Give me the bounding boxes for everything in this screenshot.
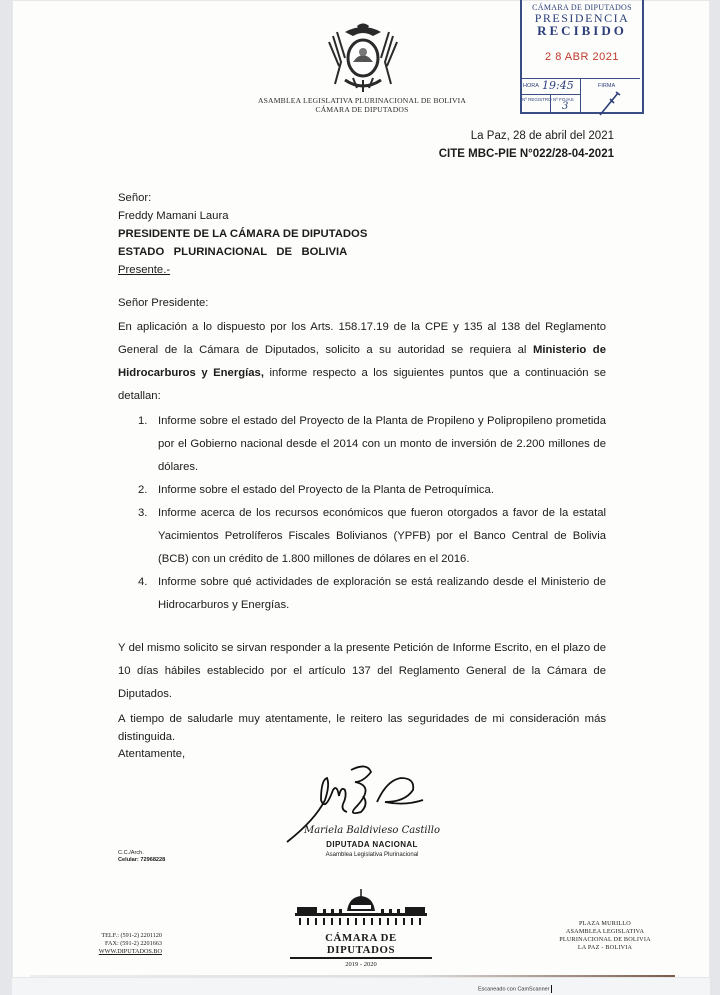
footer-address-line: ASAMBLEA LEGISLATIVA bbox=[565, 928, 645, 935]
request-paragraph: Y del mismo solicito se sirvan responder a la presente Petición de Informe Escrito, en el plazo de 10 días hábiles establecido por el artículo 137 del Reglamento General de la Cámara de Diputados. bbox=[118, 642, 606, 700]
footer-website: WWW.DIPUTADOS.BO bbox=[98, 948, 162, 955]
stamp-office: PRESIDENCIA bbox=[534, 11, 630, 25]
coat-of-arms-icon bbox=[323, 22, 403, 94]
cite-reference: CITE MBC-PIE N°022/28-04-2021 bbox=[438, 148, 614, 160]
closing-paragraph: A tiempo de saludarle muy atentamente, le reitero las seguridades de mi consideración más distinguida. bbox=[118, 713, 606, 743]
stamp-firma-label: FIRMA bbox=[598, 83, 616, 89]
recipient-title: PRESIDENTE DE LA CÁMARA DE DIPUTADOS bbox=[118, 228, 368, 240]
cc-note: C.C./Arch. bbox=[118, 850, 144, 856]
footer-address bbox=[545, 920, 665, 952]
stamp-fojas-label: Nº FOJAS bbox=[553, 97, 574, 102]
stamp-hora-label: HORA bbox=[523, 83, 539, 89]
scrollbar-track[interactable] bbox=[710, 0, 720, 995]
footer-fax: FAX: (591-2) 2201663 bbox=[105, 940, 162, 947]
list-item bbox=[138, 410, 606, 479]
signer-subtitle: Asamblea Legislativa Plurinacional bbox=[325, 852, 419, 858]
ministry-name: Ministerio de Hidrocarburos y Energías, bbox=[118, 344, 606, 379]
stamp-status: RECIBIDO bbox=[537, 23, 627, 38]
request-list bbox=[138, 410, 606, 617]
place-date: La Paz, 28 de abril del 2021 bbox=[470, 130, 614, 142]
signoff: Atentamente, bbox=[118, 748, 186, 760]
scanner-caption bbox=[478, 985, 552, 993]
letterhead-line2: CÁMARA DE DIPUTADOS bbox=[315, 105, 409, 114]
list-item-number: 3. bbox=[138, 507, 148, 519]
list-item-text: Informe sobre el estado del Proyecto de la Planta de Propileno y Polipropileno prometida por el Gobierno nacional desde el 2014 con un monto de inversión de 2.200 millones de dólares. bbox=[158, 415, 606, 473]
signer-name: Mariela Baldivieso Castillo bbox=[303, 825, 441, 836]
list-item bbox=[138, 479, 606, 502]
footer-logo-years: 2019 - 2020 bbox=[345, 961, 377, 968]
reception-stamp bbox=[520, 0, 644, 114]
phone-note: Celular: 72968228 bbox=[118, 857, 166, 863]
stamp-hora-value: 19:45 bbox=[542, 79, 574, 92]
stamp-institution: CÁMARA DE DIPUTADOS bbox=[532, 3, 632, 12]
list-item-number: 4. bbox=[138, 576, 148, 588]
bottom-rule bbox=[30, 975, 675, 977]
list-item bbox=[138, 571, 606, 617]
footer-address-line: PLURINACIONAL DE BOLIVIA bbox=[559, 936, 651, 943]
stamp-fojas-value: 3 bbox=[562, 101, 569, 112]
list-item-text: Informe sobre qué actividades de exploración se está realizando desde el Ministerio de Hidrocarburos y Energías. bbox=[158, 576, 606, 611]
intro-text-1: En aplicación a lo dispuesto por los Arts. 158.17.19 de la CPE y 135 al 138 del Reglamento General de la Cámara de Diputados, solicito a su autoridad se requiera al bbox=[118, 321, 606, 356]
footer-contact bbox=[72, 932, 162, 956]
scanner-caption-text: Escaneado con CamScanner bbox=[478, 986, 550, 993]
list-item-number: 1. bbox=[138, 415, 148, 427]
recipient-entity: ESTADO PLURINACIONAL DE BOLIVIA bbox=[118, 246, 348, 258]
intro-text-2: informe respecto a los siguientes puntos que a continuación se detallan: bbox=[118, 367, 606, 402]
footer-logo-title: CÁMARA DE DIPUTADOS bbox=[290, 932, 432, 959]
salutation: Señor: bbox=[118, 192, 152, 204]
recipient-name: Freddy Mamani Laura bbox=[118, 210, 229, 222]
footer-address-line: LA PAZ - BOLIVIA bbox=[577, 944, 633, 951]
list-item-text: Informe acerca de los recursos económicos que fueron otorgados a favor de la estatal Yacimientos Petrolíferos Fiscales Bolivianos (YPFB) por el Banco Central de Bolivia (BCB) con un crédito de 1.800 millones de dólares en el 2016. bbox=[158, 507, 606, 565]
footer-address-line: PLAZA MURILLO bbox=[579, 920, 631, 927]
greeting: Señor Presidente: bbox=[118, 297, 209, 309]
page-edge-left bbox=[0, 0, 12, 995]
signer-title: DIPUTADA NACIONAL bbox=[326, 840, 418, 849]
list-item bbox=[138, 502, 606, 571]
stamp-date: 2 8 ABR 2021 bbox=[545, 51, 619, 63]
stamp-grid bbox=[520, 78, 640, 113]
text-cursor-icon bbox=[551, 985, 552, 993]
stamp-firma-signature-icon bbox=[596, 89, 626, 117]
list-item-text: Informe sobre el estado del Proyecto de la Planta de Petroquímica. bbox=[158, 484, 494, 496]
footer-logo bbox=[290, 887, 432, 968]
presente: Presente.- bbox=[118, 264, 171, 276]
footer-phone: TELF.: (591-2) 2201120 bbox=[101, 932, 162, 939]
parliament-building-icon bbox=[291, 887, 431, 927]
intro-paragraph bbox=[118, 316, 606, 408]
list-item-number: 2. bbox=[138, 484, 148, 496]
stamp-registro-label: Nº REGISTRO bbox=[522, 97, 552, 102]
letterhead-line1: ASAMBLEA LEGISLATIVA PLURINACIONAL DE BOLIVIA bbox=[257, 96, 467, 105]
page-edge-bottom bbox=[12, 978, 710, 995]
